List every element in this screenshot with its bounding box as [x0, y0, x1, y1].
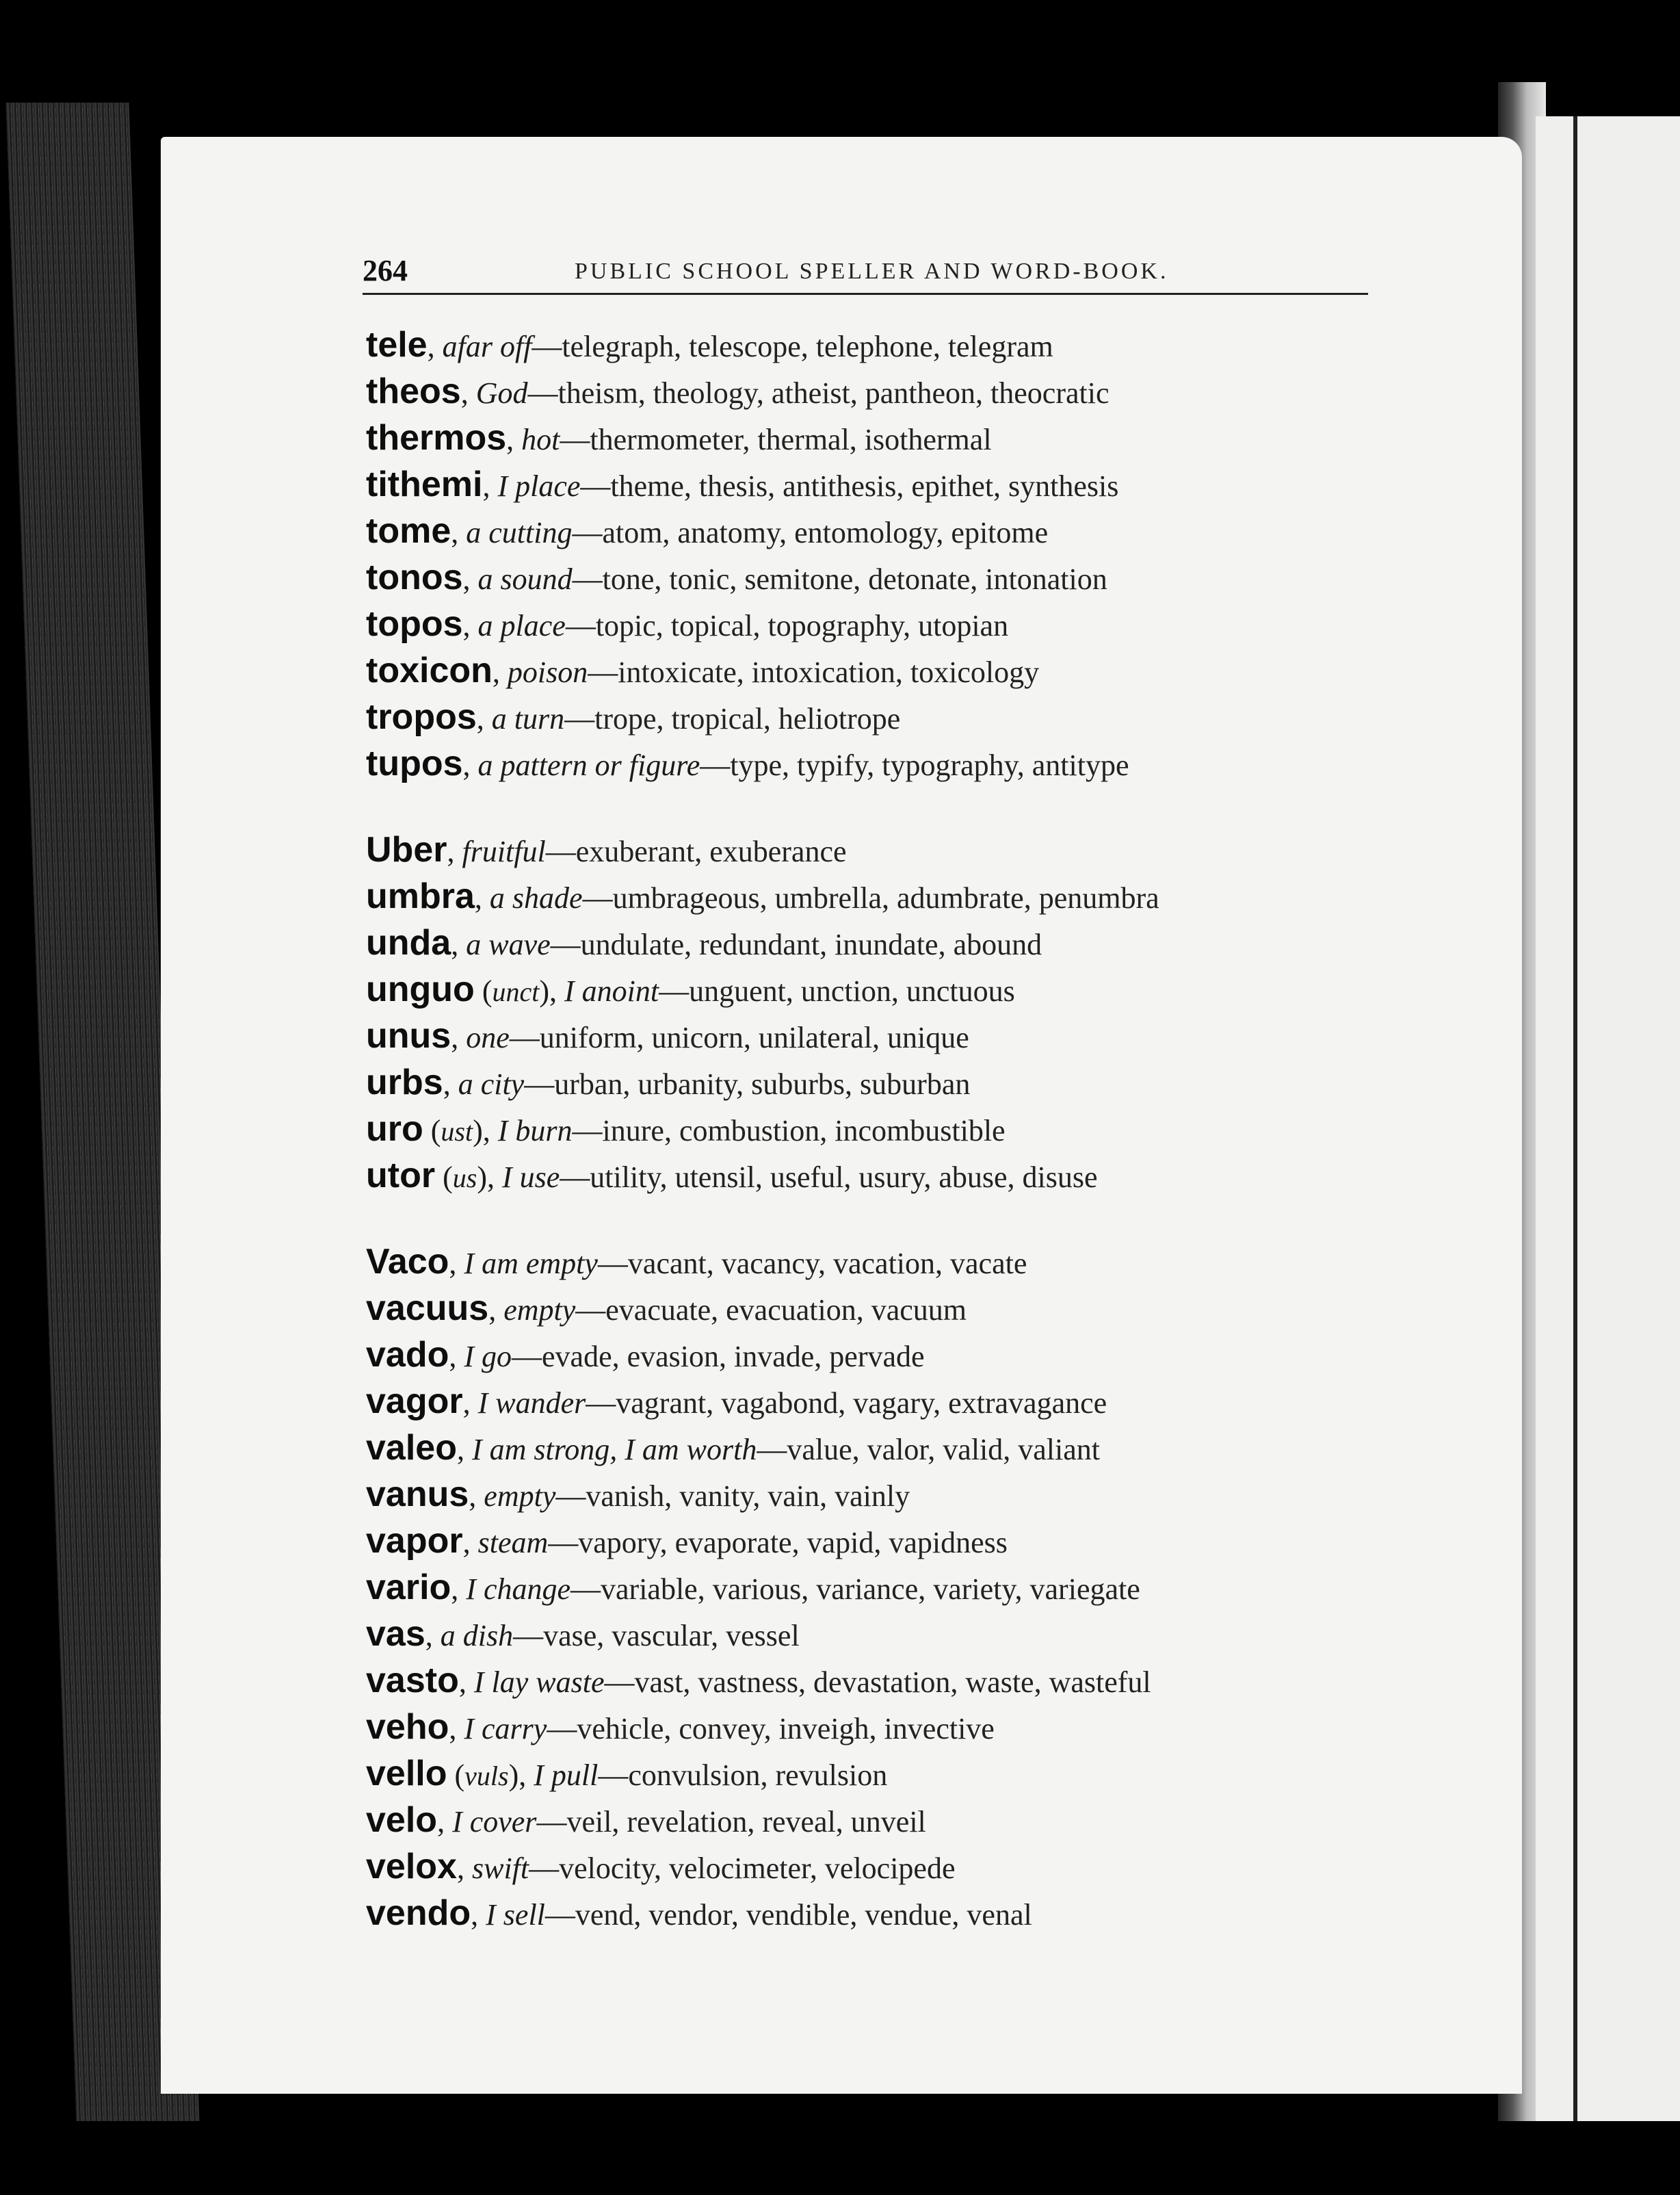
root-word: vello — [366, 1754, 447, 1793]
derivatives: vapory, evaporate, vapid, vapidness — [578, 1526, 1008, 1559]
derivatives: vehicle, convey, inveigh, invective — [577, 1712, 995, 1745]
root-meaning: I am empty — [464, 1247, 598, 1280]
root-meaning: I carry — [464, 1712, 547, 1745]
root-word: vanus — [366, 1475, 469, 1514]
derivatives: theme, thesis, antithesis, epithet, synthesis — [610, 469, 1119, 503]
derivatives: urban, urbanity, suburbs, suburban — [554, 1067, 971, 1101]
list-item: velo, I cover—veil, revelation, reveal, unveil — [366, 1800, 926, 1840]
derivatives: vacant, vacancy, vacation, vacate — [627, 1247, 1027, 1280]
list-item: vendo, I sell—vend, vendor, vendible, vendue, venal — [366, 1893, 1032, 1933]
root-meaning: I place — [497, 469, 581, 503]
derivatives: vast, vastness, devastation, waste, wasteful — [634, 1665, 1151, 1699]
root-meaning: I lay waste — [473, 1665, 605, 1699]
derivatives: convulsion, revulsion — [628, 1758, 888, 1792]
root-meaning: a shade — [489, 881, 583, 915]
derivatives: vend, vendor, vendible, vendue, venal — [575, 1898, 1032, 1932]
root-word: vas — [366, 1614, 425, 1654]
root-meaning: fruitful — [462, 835, 546, 868]
derivatives: evade, evasion, invade, pervade — [542, 1340, 925, 1373]
list-item: tithemi, I place—theme, thesis, antithesis, epithet, synthesis — [366, 465, 1119, 504]
list-item: unus, one—uniform, unicorn, unilateral, unique — [366, 1016, 969, 1056]
root-word: vagor — [366, 1381, 463, 1421]
list-item: vagor, I wander—vagrant, vagabond, vagary, extravagance — [366, 1381, 1107, 1421]
root-meaning: I burn — [497, 1114, 573, 1147]
root-meaning: swift — [471, 1852, 529, 1885]
facing-page-strip — [1536, 116, 1680, 2121]
list-item: vasto, I lay waste—vast, vastness, devastation, waste, wasteful — [366, 1661, 1151, 1700]
letter-section — [366, 1238, 1433, 1936]
derivatives: vase, vascular, vessel — [543, 1619, 800, 1652]
root-meaning: I sell — [486, 1898, 545, 1932]
derivatives: exuberant, exuberance — [575, 835, 847, 868]
derivatives: velocity, velocimeter, velocipede — [559, 1852, 956, 1885]
derivatives: inure, combustion, incombustible — [602, 1114, 1006, 1147]
list-item: umbra, a shade—umbrageous, umbrella, adumbrate, penumbra — [366, 876, 1159, 916]
root-meaning: I use — [501, 1160, 560, 1194]
root-meaning: one — [466, 1021, 510, 1054]
derivatives: umbrageous, umbrella, adumbrate, penumbra — [612, 881, 1159, 915]
root-meaning: empty — [503, 1293, 576, 1327]
header-rule — [363, 293, 1368, 295]
derivatives: topic, topical, topography, utopian — [595, 609, 1009, 642]
derivatives: theism, theology, atheist, pantheon, theocratic — [557, 376, 1110, 410]
list-item: topos, a place—topic, topical, topography, utopian — [366, 604, 1009, 644]
root-meaning: afar off — [442, 330, 532, 363]
list-item: theos, God—theism, theology, atheist, pantheon, theocratic — [366, 372, 1110, 411]
root-word: tithemi — [366, 465, 483, 504]
root-meaning: hot — [521, 423, 560, 456]
list-item: unda, a wave—undulate, redundant, inundate, abound — [366, 923, 1042, 963]
root-meaning: I go — [464, 1340, 512, 1373]
root-word: velo — [366, 1800, 438, 1840]
derivatives: variable, various, variance, variety, variegate — [601, 1572, 1140, 1606]
letter-section — [366, 322, 1433, 787]
list-item: unguo (unct), I anoint—unguent, unction, unctuous — [366, 970, 1015, 1009]
root-word: unda — [366, 923, 451, 963]
list-item: tupos, a pattern or figure—type, typify, typography, antitype — [366, 744, 1129, 783]
list-item: vello (vuls), I pull—convulsion, revulsion — [366, 1754, 888, 1793]
root-variant: vuls — [464, 1761, 509, 1791]
root-word: veho — [366, 1707, 449, 1747]
list-item: tonos, a sound—tone, tonic, semitone, detonate, intonation — [366, 558, 1107, 597]
list-item: tele, afar off—telegraph, telescope, telephone, telegram — [366, 325, 1053, 365]
derivatives: trope, tropical, heliotrope — [594, 702, 901, 736]
list-item: velox, swift—velocity, velocimeter, velocipede — [366, 1847, 956, 1886]
derivatives: evacuate, evacuation, vacuum — [605, 1293, 967, 1327]
root-meaning: I change — [466, 1572, 571, 1606]
gutter-line — [1573, 116, 1577, 2121]
root-word: tonos — [366, 558, 463, 597]
root-word: thermos — [366, 418, 507, 458]
list-item: vapor, steam—vapory, evaporate, vapid, vapidness — [366, 1521, 1008, 1561]
root-meaning: I cover — [452, 1805, 537, 1839]
root-meaning: I am strong, I am worth — [471, 1433, 757, 1466]
derivatives: thermometer, thermal, isothermal — [590, 423, 992, 456]
derivatives: undulate, redundant, inundate, abound — [580, 928, 1042, 961]
derivatives: tone, tonic, semitone, detonate, intonation — [602, 562, 1107, 596]
root-meaning: a place — [477, 609, 566, 642]
root-word: vado — [366, 1335, 449, 1375]
derivatives: vanish, vanity, vain, vainly — [586, 1479, 910, 1513]
root-meaning: I anoint — [564, 974, 659, 1008]
root-meaning: a dish — [440, 1619, 514, 1652]
derivatives: veil, revelation, reveal, unveil — [566, 1805, 926, 1839]
root-meaning: a sound — [477, 562, 573, 596]
derivatives: telegraph, telescope, telephone, telegram — [562, 330, 1053, 363]
list-item: vado, I go—evade, evasion, invade, pervade — [366, 1335, 925, 1375]
root-variant: unct — [492, 976, 540, 1007]
root-meaning: I pull — [534, 1758, 599, 1792]
derivatives: vagrant, vagabond, vagary, extravagance — [616, 1386, 1107, 1420]
list-item: vacuus, empty—evacuate, evacuation, vacuum — [366, 1288, 967, 1328]
root-word: tupos — [366, 744, 463, 783]
letter-section — [366, 827, 1433, 1199]
root-meaning: steam — [477, 1526, 549, 1559]
root-word: Vaco — [366, 1242, 449, 1282]
root-word: unguo — [366, 970, 475, 1009]
list-item: toxicon, poison—intoxicate, intoxication, toxicology — [366, 651, 1040, 690]
list-item: vas, a dish—vase, vascular, vessel — [366, 1614, 800, 1654]
list-item: uro (ust), I burn—inure, combustion, incombustible — [366, 1109, 1006, 1149]
root-word: unus — [366, 1016, 451, 1056]
root-word: uro — [366, 1109, 423, 1149]
list-item: veho, I carry—vehicle, convey, inveigh, invective — [366, 1707, 995, 1747]
list-item: vario, I change—variable, various, variance, variety, variegate — [366, 1568, 1140, 1607]
root-word: toxicon — [366, 651, 493, 690]
derivatives: utility, utensil, useful, usury, abuse, disuse — [590, 1160, 1098, 1194]
root-word: utor — [366, 1156, 436, 1195]
root-word: theos — [366, 372, 461, 411]
root-meaning: a turn — [491, 702, 565, 736]
list-item: thermos, hot—thermometer, thermal, isothermal — [366, 418, 992, 458]
derivatives: intoxicate, intoxication, toxicology — [618, 655, 1040, 689]
root-meaning: a city — [458, 1067, 525, 1101]
list-item: tome, a cutting—atom, anatomy, entomology, epitome — [366, 511, 1049, 551]
root-meaning: a pattern or figure — [477, 749, 700, 782]
root-word: tome — [366, 511, 451, 551]
root-word: urbs — [366, 1063, 443, 1102]
root-meaning: God — [475, 376, 528, 410]
root-word: vapor — [366, 1521, 463, 1561]
word-root-list — [366, 322, 1433, 1976]
root-word: velox — [366, 1847, 457, 1886]
root-word: umbra — [366, 876, 475, 916]
list-item: Uber, fruitful—exuberant, exuberance — [366, 830, 847, 870]
root-word: tropos — [366, 697, 477, 737]
root-meaning: poison — [507, 655, 588, 689]
running-title: PUBLIC SCHOOL SPELLER AND WORD-BOOK. — [575, 259, 1169, 284]
page-number: 264 — [363, 254, 408, 287]
root-word: Uber — [366, 830, 447, 870]
root-meaning: empty — [484, 1479, 556, 1513]
root-word: topos — [366, 604, 463, 644]
root-meaning: a wave — [466, 928, 551, 961]
root-word: vacuus — [366, 1288, 489, 1328]
derivatives: atom, anatomy, entomology, epitome — [602, 516, 1049, 549]
root-meaning: I wander — [477, 1386, 586, 1420]
root-variant: ust — [441, 1116, 473, 1147]
derivatives: value, valor, valid, valiant — [787, 1433, 1101, 1466]
derivatives: unguent, unction, unctuous — [689, 974, 1015, 1008]
root-word: vendo — [366, 1893, 471, 1933]
root-word: vasto — [366, 1661, 459, 1700]
scan-bottom-border — [0, 2121, 1680, 2195]
list-item: vanus, empty—vanish, vanity, vain, vainly — [366, 1475, 910, 1514]
list-item: Vaco, I am empty—vacant, vacancy, vacation, vacate — [366, 1242, 1027, 1282]
page-header — [363, 253, 1368, 294]
list-item: utor (us), I use—utility, utensil, useful, usury, abuse, disuse — [366, 1156, 1098, 1195]
list-item: tropos, a turn—trope, tropical, heliotrope — [366, 697, 901, 737]
derivatives: uniform, unicorn, unilateral, unique — [539, 1021, 969, 1054]
list-item: valeo, I am strong, I am worth—value, valor, valid, valiant — [366, 1428, 1101, 1468]
root-word: tele — [366, 325, 428, 365]
root-variant: us — [452, 1163, 477, 1193]
derivatives: type, typify, typography, antitype — [730, 749, 1129, 782]
root-word: valeo — [366, 1428, 457, 1468]
root-word: vario — [366, 1568, 451, 1607]
root-meaning: a cutting — [466, 516, 573, 549]
list-item: urbs, a city—urban, urbanity, suburbs, suburban — [366, 1063, 971, 1102]
